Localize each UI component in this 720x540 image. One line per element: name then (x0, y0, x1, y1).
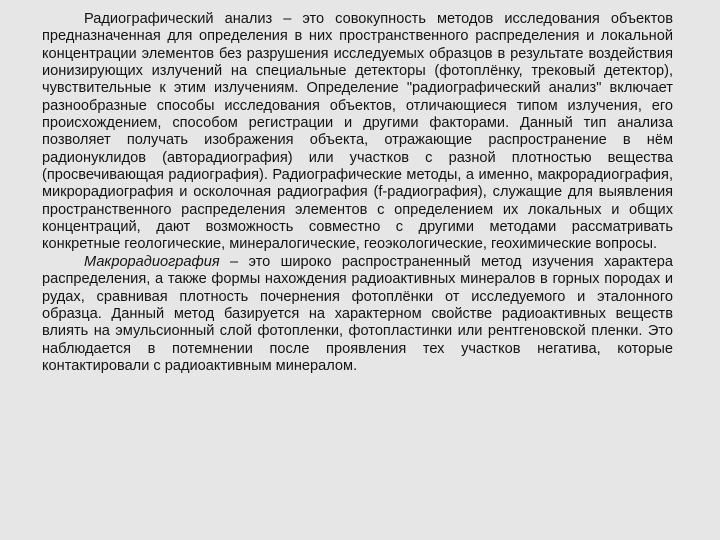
term-macroradiography: Макрорадиография (84, 253, 220, 270)
paragraph-radiographic-analysis: Радиографический анализ – это совокупность методов исследования объектов предназначенная для определения в них пространственного распределения и локальной концентрации элементов без разрушения исследуемых образцов в результате воздействия ионизирующих излучений на специальные детекторы (фотоплёнку, трековый детектор), чувствительные к этим излучениям. Определение "радиографический анализ" включает разнообразные способы исследования объектов, отличающиеся типом излучения, его происхождением, способом регистрации и другими факторами. Данный тип анализа позволяет получать изображения объекта, отражающие распространение в нём радионуклидов (авторадиография) или участков с разной плотностью вещества (просвечивающая радиография). Радиографические методы, а именно, макрорадиография, микрорадиография и осколочная радиография (f-радиография), служащие для выявления пространственного распределения элементов с определением их локальных и общих концентраций, дают возможность совместно с другими методами рассматривать конкретные геологические, минералогические, геоэкологические, геохимические вопросы. (42, 11, 673, 253)
document-body (42, 11, 673, 375)
paragraph-macroradiography (42, 254, 673, 375)
paragraph-macroradiography-text: – это широко распространенный метод изучения характера распределения, а также формы нахождения радиоактивных минералов в горных породах и рудах, сравнивая плотность почернения фотоплёнки от исследуемого и эталонного образца. Данный метод базируется на характерном свойстве радиоактивных веществ влиять на эмульсионный слой фотопленки, фотопластинки или рентгеновской пленки. Это наблюдается в потемнении после проявления тех участков негатива, которые контактировали с радиоактивным минералом. (42, 253, 673, 374)
